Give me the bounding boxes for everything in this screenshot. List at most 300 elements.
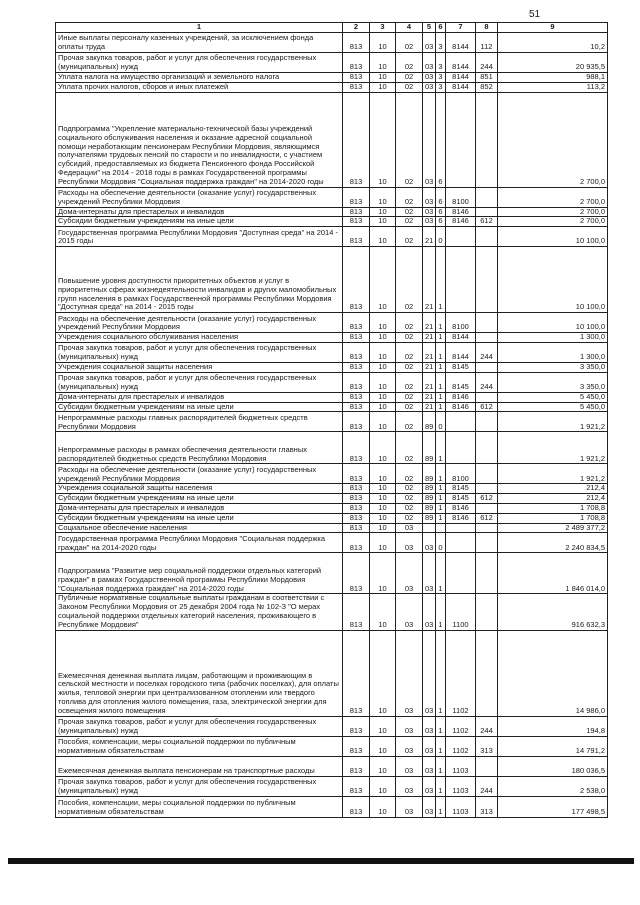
cell-p2: 0 xyxy=(436,227,446,247)
cell-rz: 10 xyxy=(370,402,396,412)
header-col-6: 6 xyxy=(436,23,446,33)
table-row xyxy=(56,756,608,776)
cell-p1: 03 xyxy=(423,736,436,756)
cell-gr: 813 xyxy=(343,342,370,362)
cell-p1: 03 xyxy=(423,796,436,817)
cell-name: Социальное обеспечение населения xyxy=(56,523,343,533)
cell-gr: 813 xyxy=(343,776,370,796)
cell-pr: 03 xyxy=(396,716,423,736)
table-row xyxy=(56,82,608,92)
cell-rz: 10 xyxy=(370,53,396,73)
table-row xyxy=(56,33,608,53)
cell-p1: 03 xyxy=(423,217,436,227)
cell-pr: 02 xyxy=(396,412,423,432)
cell-p2: 6 xyxy=(436,207,446,217)
cell-pr: 02 xyxy=(396,494,423,504)
cell-p1: 89 xyxy=(423,432,436,464)
cell-rz: 10 xyxy=(370,553,396,594)
cell-p2: 1 xyxy=(436,503,446,513)
cell-pr: 02 xyxy=(396,73,423,83)
cell-p1 xyxy=(423,523,436,533)
table-row xyxy=(56,494,608,504)
cell-pr: 02 xyxy=(396,402,423,412)
cell-pr: 02 xyxy=(396,217,423,227)
cell-p2: 1 xyxy=(436,432,446,464)
cell-pr: 02 xyxy=(396,464,423,484)
cell-pr: 02 xyxy=(396,372,423,392)
cell-name: Непрограммные расходы в рамках обеспечения деятельности главных распорядителей бюджетных средств Республики Мордовия xyxy=(56,432,343,464)
cell-sum: 2 489 377,2 xyxy=(498,523,608,533)
cell-p1: 03 xyxy=(423,630,436,716)
cell-p2: 1 xyxy=(436,247,446,313)
cell-cs xyxy=(446,227,476,247)
cell-p1: 03 xyxy=(423,33,436,53)
table-row xyxy=(56,796,608,817)
cell-p2: 1 xyxy=(436,630,446,716)
cell-cs xyxy=(446,412,476,432)
page-number: 51 xyxy=(529,9,541,20)
header-col-3: 3 xyxy=(370,23,396,33)
table-row xyxy=(56,342,608,362)
cell-p1: 21 xyxy=(423,333,436,343)
cell-gr: 813 xyxy=(343,53,370,73)
cell-name: Ежемесячная денежная выплата пенсионерам на транспортные расходы xyxy=(56,756,343,776)
cell-p2: 3 xyxy=(436,53,446,73)
cell-vr: 112 xyxy=(476,33,498,53)
table-row xyxy=(56,402,608,412)
cell-pr: 02 xyxy=(396,247,423,313)
cell-name: Учреждения социального обслуживания населения xyxy=(56,333,343,343)
table-row xyxy=(56,227,608,247)
cell-gr: 813 xyxy=(343,716,370,736)
cell-p2: 1 xyxy=(436,464,446,484)
cell-p1: 03 xyxy=(423,53,436,73)
cell-rz: 10 xyxy=(370,464,396,484)
cell-p1: 03 xyxy=(423,776,436,796)
cell-name: Повышение уровня доступности приоритетных объектов и услуг в приоритетных сферах жизнедеятельности инвалидов и других маломобильных групп населения в рамках Государственной программы Республики Мордовия "Доступная среда" на 2014 - 2015 годы xyxy=(56,247,343,313)
cell-gr: 813 xyxy=(343,533,370,553)
cell-p2: 1 xyxy=(436,494,446,504)
table-row xyxy=(56,53,608,73)
table-body xyxy=(56,33,608,818)
cell-sum: 177 498,5 xyxy=(498,796,608,817)
cell-sum: 14 986,0 xyxy=(498,630,608,716)
cell-vr: 244 xyxy=(476,342,498,362)
table-row xyxy=(56,333,608,343)
cell-p2: 0 xyxy=(436,412,446,432)
cell-p2: 1 xyxy=(436,776,446,796)
cell-sum: 180 036,5 xyxy=(498,756,608,776)
cell-sum: 916 632,3 xyxy=(498,594,608,630)
cell-sum: 1 300,0 xyxy=(498,342,608,362)
cell-name: Уплата прочих налогов, сборов и иных платежей xyxy=(56,82,343,92)
cell-cs xyxy=(446,247,476,313)
cell-rz: 10 xyxy=(370,736,396,756)
cell-p2: 1 xyxy=(436,553,446,594)
cell-cs: 8145 xyxy=(446,494,476,504)
cell-rz: 10 xyxy=(370,776,396,796)
cell-gr: 813 xyxy=(343,513,370,523)
cell-cs xyxy=(446,533,476,553)
cell-gr: 813 xyxy=(343,484,370,494)
page-bottom-edge xyxy=(8,858,634,864)
cell-name: Непрограммные расходы главных распорядителей бюджетных средств Республики Мордовия xyxy=(56,412,343,432)
cell-rz: 10 xyxy=(370,247,396,313)
cell-p2: 1 xyxy=(436,756,446,776)
cell-vr xyxy=(476,313,498,333)
cell-name: Государственная программа Республики Мордовия "Доступная среда" на 2014 - 2015 годы xyxy=(56,227,343,247)
cell-name: Субсидии бюджетным учреждениям на иные цели xyxy=(56,513,343,523)
cell-sum: 1 708,8 xyxy=(498,503,608,513)
cell-name: Государственная программа Республики Мордовия "Социальная поддержка граждан" на 2014-2020 годы xyxy=(56,533,343,553)
cell-cs: 8144 xyxy=(446,53,476,73)
cell-sum: 2 700,0 xyxy=(498,187,608,207)
cell-rz: 10 xyxy=(370,33,396,53)
cell-cs: 8144 xyxy=(446,333,476,343)
cell-pr: 02 xyxy=(396,33,423,53)
cell-rz: 10 xyxy=(370,412,396,432)
table-row xyxy=(56,372,608,392)
cell-sum: 212,4 xyxy=(498,494,608,504)
cell-pr: 02 xyxy=(396,503,423,513)
cell-cs: 1103 xyxy=(446,796,476,817)
cell-gr: 813 xyxy=(343,247,370,313)
cell-name: Субсидии бюджетным учреждениям на иные цели xyxy=(56,494,343,504)
cell-p1: 03 xyxy=(423,553,436,594)
cell-cs: 8146 xyxy=(446,392,476,402)
table-row xyxy=(56,513,608,523)
table-row xyxy=(56,533,608,553)
cell-sum: 1 921,2 xyxy=(498,432,608,464)
cell-gr: 813 xyxy=(343,207,370,217)
cell-sum: 10 100,0 xyxy=(498,227,608,247)
cell-gr: 813 xyxy=(343,33,370,53)
cell-sum: 5 450,0 xyxy=(498,402,608,412)
cell-vr: 244 xyxy=(476,372,498,392)
cell-gr: 813 xyxy=(343,432,370,464)
cell-cs: 8145 xyxy=(446,484,476,494)
cell-p1: 21 xyxy=(423,247,436,313)
cell-sum: 3 350,0 xyxy=(498,372,608,392)
cell-gr: 813 xyxy=(343,756,370,776)
table-row xyxy=(56,523,608,533)
cell-p1: 89 xyxy=(423,412,436,432)
cell-name: Прочая закупка товаров, работ и услуг для обеспечения государственных (муниципальных) нужд xyxy=(56,372,343,392)
cell-sum: 2 538,0 xyxy=(498,776,608,796)
cell-gr: 813 xyxy=(343,412,370,432)
cell-vr xyxy=(476,187,498,207)
cell-vr xyxy=(476,247,498,313)
cell-p2: 1 xyxy=(436,716,446,736)
cell-name: Прочая закупка товаров, работ и услуг для обеспечения государственных (муниципальных) нужд xyxy=(56,776,343,796)
cell-sum: 5 450,0 xyxy=(498,392,608,402)
cell-gr: 813 xyxy=(343,92,370,187)
header-col-8: 8 xyxy=(476,23,498,33)
cell-sum: 1 300,0 xyxy=(498,333,608,343)
cell-name: Публичные нормативные социальные выплаты гражданам в соответствии с Законом Республики Мордовия от 25 декабря 2004 года № 102-З "О мерах социальной поддержки отдельных категорий населения, проживающего в Республике Мордовия" xyxy=(56,594,343,630)
cell-rz: 10 xyxy=(370,484,396,494)
cell-pr: 02 xyxy=(396,53,423,73)
cell-rz: 10 xyxy=(370,313,396,333)
cell-rz: 10 xyxy=(370,207,396,217)
cell-p1: 89 xyxy=(423,513,436,523)
cell-p1: 03 xyxy=(423,594,436,630)
table-row xyxy=(56,412,608,432)
cell-rz: 10 xyxy=(370,92,396,187)
cell-pr: 02 xyxy=(396,313,423,333)
cell-gr: 813 xyxy=(343,313,370,333)
cell-p1: 89 xyxy=(423,464,436,484)
cell-pr: 03 xyxy=(396,756,423,776)
cell-cs: 8145 xyxy=(446,372,476,392)
cell-rz: 10 xyxy=(370,217,396,227)
cell-gr: 813 xyxy=(343,333,370,343)
cell-cs: 1103 xyxy=(446,776,476,796)
cell-p1: 21 xyxy=(423,227,436,247)
cell-vr: 313 xyxy=(476,736,498,756)
cell-name: Подпрограмма "Укрепление материально-технической базы учреждений социального обслуживания населения и оказание адресной социальной помощи неработающим пенсионерам Республики Мордовия, являющимся получателями трудовых пенсий по старости и по инвалидности, с участием субсидий, предоставляемых из бюджета Пенсионного фонда Российской Федерации" на 2014 - 2018 годы в рамках Государственной программы Республики Мордовия "Социальная поддержка граждан" на 2014-2020 годы xyxy=(56,92,343,187)
cell-cs: 1102 xyxy=(446,736,476,756)
cell-p2: 3 xyxy=(436,33,446,53)
cell-vr: 612 xyxy=(476,513,498,523)
cell-name: Ежемесячная денежная выплата лицам, работающим и проживающим в сельской местности и поселках городского типа (рабочих поселках), для оплаты жилья, тепловой энергии при централизованном отоплении или твердого топлива для отопления жилого помещения, газа, электрической энергии для освещения жилого помещения xyxy=(56,630,343,716)
cell-p1: 21 xyxy=(423,392,436,402)
cell-pr: 02 xyxy=(396,342,423,362)
table-row xyxy=(56,187,608,207)
table-row xyxy=(56,776,608,796)
cell-gr: 813 xyxy=(343,523,370,533)
cell-pr: 02 xyxy=(396,513,423,523)
cell-sum: 10 100,0 xyxy=(498,313,608,333)
cell-sum: 113,2 xyxy=(498,82,608,92)
cell-name: Дома-интернаты для престарелых и инвалидов xyxy=(56,503,343,513)
cell-p2: 1 xyxy=(436,513,446,523)
cell-pr: 03 xyxy=(396,553,423,594)
cell-name: Субсидии бюджетным учреждениям на иные цели xyxy=(56,217,343,227)
cell-vr xyxy=(476,533,498,553)
cell-cs: 1102 xyxy=(446,716,476,736)
cell-rz: 10 xyxy=(370,494,396,504)
cell-cs: 8144 xyxy=(446,33,476,53)
table-row xyxy=(56,313,608,333)
cell-gr: 813 xyxy=(343,372,370,392)
cell-rz: 10 xyxy=(370,342,396,362)
header-col-9: 9 xyxy=(498,23,608,33)
cell-p1: 21 xyxy=(423,402,436,412)
cell-p2: 1 xyxy=(436,372,446,392)
cell-cs: 8146 xyxy=(446,402,476,412)
cell-gr: 813 xyxy=(343,187,370,207)
cell-p1: 03 xyxy=(423,92,436,187)
cell-gr: 813 xyxy=(343,796,370,817)
cell-p2: 6 xyxy=(436,187,446,207)
table-row xyxy=(56,247,608,313)
table-row xyxy=(56,553,608,594)
cell-gr: 813 xyxy=(343,392,370,402)
cell-rz: 10 xyxy=(370,630,396,716)
cell-vr xyxy=(476,553,498,594)
cell-gr: 813 xyxy=(343,594,370,630)
cell-cs xyxy=(446,92,476,187)
header-col-4: 4 xyxy=(396,23,423,33)
cell-pr: 03 xyxy=(396,523,423,533)
cell-vr: 313 xyxy=(476,796,498,817)
cell-p2: 1 xyxy=(436,362,446,372)
cell-sum: 1 921,2 xyxy=(498,412,608,432)
cell-name: Субсидии бюджетным учреждениям на иные цели xyxy=(56,402,343,412)
cell-p2: 3 xyxy=(436,82,446,92)
table-row xyxy=(56,716,608,736)
cell-vr xyxy=(476,503,498,513)
cell-p2: 1 xyxy=(436,484,446,494)
cell-p2: 1 xyxy=(436,796,446,817)
cell-rz: 10 xyxy=(370,73,396,83)
cell-sum: 988,1 xyxy=(498,73,608,83)
cell-rz: 10 xyxy=(370,503,396,513)
cell-vr xyxy=(476,630,498,716)
cell-gr: 813 xyxy=(343,73,370,83)
cell-vr xyxy=(476,464,498,484)
cell-sum: 2 700,0 xyxy=(498,92,608,187)
cell-p2: 6 xyxy=(436,217,446,227)
table-row xyxy=(56,362,608,372)
table-row xyxy=(56,73,608,83)
cell-sum: 14 791,2 xyxy=(498,736,608,756)
cell-name: Прочая закупка товаров, работ и услуг для обеспечения государственных (муниципальных) нужд xyxy=(56,716,343,736)
cell-p1: 03 xyxy=(423,187,436,207)
cell-p1: 89 xyxy=(423,503,436,513)
cell-vr xyxy=(476,432,498,464)
header-row xyxy=(56,23,608,33)
cell-cs: 8146 xyxy=(446,217,476,227)
cell-p1: 21 xyxy=(423,313,436,333)
cell-pr: 03 xyxy=(396,533,423,553)
cell-vr: 612 xyxy=(476,217,498,227)
cell-rz: 10 xyxy=(370,392,396,402)
cell-sum: 2 700,0 xyxy=(498,217,608,227)
cell-cs: 8146 xyxy=(446,503,476,513)
cell-p2: 1 xyxy=(436,392,446,402)
cell-cs xyxy=(446,553,476,594)
cell-vr xyxy=(476,92,498,187)
cell-p1: 89 xyxy=(423,494,436,504)
cell-name: Расходы на обеспечение деятельности (оказание услуг) государственных учреждений Республики Мордовия xyxy=(56,464,343,484)
cell-rz: 10 xyxy=(370,227,396,247)
cell-cs: 8144 xyxy=(446,82,476,92)
table-row xyxy=(56,484,608,494)
cell-cs: 1100 xyxy=(446,594,476,630)
cell-sum: 212,4 xyxy=(498,484,608,494)
cell-p2: 1 xyxy=(436,402,446,412)
cell-rz: 10 xyxy=(370,372,396,392)
cell-gr: 813 xyxy=(343,503,370,513)
cell-cs: 8146 xyxy=(446,513,476,523)
cell-rz: 10 xyxy=(370,513,396,523)
table-row xyxy=(56,217,608,227)
header-col-2: 2 xyxy=(343,23,370,33)
cell-sum: 1 846 014,0 xyxy=(498,553,608,594)
cell-rz: 10 xyxy=(370,594,396,630)
cell-cs: 8100 xyxy=(446,187,476,207)
cell-name: Дома-интернаты для престарелых и инвалидов xyxy=(56,392,343,402)
cell-rz: 10 xyxy=(370,523,396,533)
cell-vr xyxy=(476,227,498,247)
cell-vr: 852 xyxy=(476,82,498,92)
cell-rz: 10 xyxy=(370,432,396,464)
cell-p2: 6 xyxy=(436,92,446,187)
cell-p1: 89 xyxy=(423,484,436,494)
cell-cs: 8146 xyxy=(446,207,476,217)
cell-sum: 2 240 834,5 xyxy=(498,533,608,553)
cell-pr: 02 xyxy=(396,92,423,187)
cell-gr: 813 xyxy=(343,227,370,247)
cell-gr: 813 xyxy=(343,402,370,412)
header-col-1: 1 xyxy=(56,23,343,33)
cell-pr: 03 xyxy=(396,736,423,756)
cell-rz: 10 xyxy=(370,187,396,207)
cell-gr: 813 xyxy=(343,630,370,716)
cell-p2: 1 xyxy=(436,594,446,630)
table-row xyxy=(56,736,608,756)
cell-vr: 612 xyxy=(476,402,498,412)
cell-gr: 813 xyxy=(343,82,370,92)
cell-gr: 813 xyxy=(343,217,370,227)
cell-sum: 10,2 xyxy=(498,33,608,53)
cell-cs: 8144 xyxy=(446,342,476,362)
cell-cs xyxy=(446,523,476,533)
cell-cs: 8100 xyxy=(446,313,476,333)
table-row xyxy=(56,594,608,630)
cell-sum: 20 935,5 xyxy=(498,53,608,73)
table-row xyxy=(56,392,608,402)
cell-sum: 194,8 xyxy=(498,716,608,736)
cell-gr: 813 xyxy=(343,494,370,504)
cell-p2: 1 xyxy=(436,313,446,333)
cell-vr xyxy=(476,412,498,432)
cell-sum: 1 708,8 xyxy=(498,513,608,523)
cell-cs xyxy=(446,432,476,464)
cell-name: Пособия, компенсации, меры социальной поддержки по публичным нормативным обязательствам xyxy=(56,736,343,756)
cell-rz: 10 xyxy=(370,796,396,817)
cell-vr xyxy=(476,362,498,372)
cell-cs: 8145 xyxy=(446,362,476,372)
table-row xyxy=(56,630,608,716)
cell-p2: 3 xyxy=(436,73,446,83)
budget-table xyxy=(55,22,608,818)
table-row xyxy=(56,432,608,464)
cell-pr: 03 xyxy=(396,630,423,716)
cell-pr: 03 xyxy=(396,776,423,796)
header-col-7: 7 xyxy=(446,23,476,33)
cell-vr xyxy=(476,523,498,533)
cell-p1: 03 xyxy=(423,756,436,776)
cell-pr: 02 xyxy=(396,362,423,372)
cell-rz: 10 xyxy=(370,756,396,776)
cell-name: Расходы на обеспечение деятельности (оказание услуг) государственных учреждений Республики Мордовия xyxy=(56,187,343,207)
cell-sum: 3 350,0 xyxy=(498,362,608,372)
cell-name: Учреждения социальной защиты населения xyxy=(56,362,343,372)
cell-p2: 0 xyxy=(436,533,446,553)
cell-vr: 244 xyxy=(476,53,498,73)
table-header xyxy=(56,23,608,33)
cell-cs: 8144 xyxy=(446,73,476,83)
cell-pr: 02 xyxy=(396,187,423,207)
cell-gr: 813 xyxy=(343,553,370,594)
cell-rz: 10 xyxy=(370,82,396,92)
cell-name: Уплата налога на имущество организаций и земельного налога xyxy=(56,73,343,83)
cell-p1: 21 xyxy=(423,362,436,372)
table-row xyxy=(56,464,608,484)
